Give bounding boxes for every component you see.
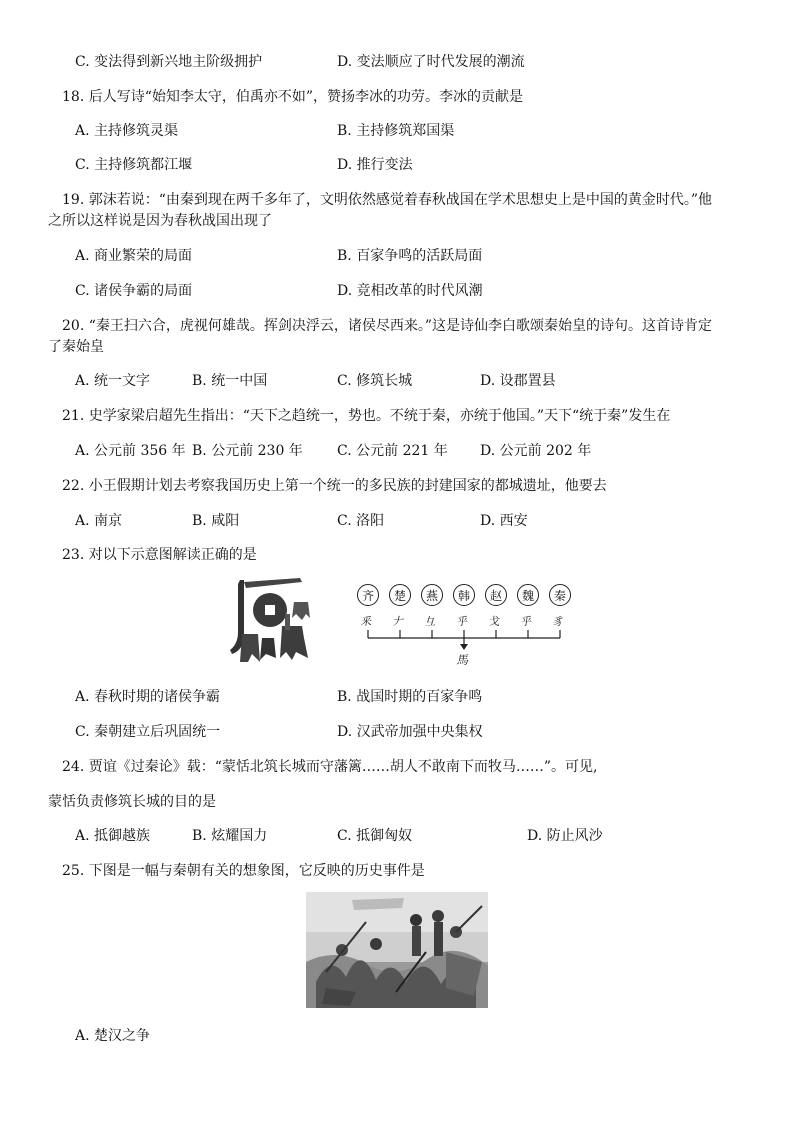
q24-stem-line2: 蒙恬负责修筑长城的目的是 xyxy=(48,794,216,810)
q19-stem-line1: 19. 郭沫若说：“由秦到现在两千多年了，文明依然感觉着春秋战国在学术思想史上是中国的黄金时代。”他 xyxy=(62,192,713,208)
bracket-connector xyxy=(355,628,585,652)
q21-option-a: A. 公元前 356 年 xyxy=(75,443,186,459)
seal-glyph-zhao: 戈 xyxy=(488,615,501,628)
seal-glyph-qin: 豸 xyxy=(552,615,565,628)
q19-option-c: C. 诸侯争霸的局面 xyxy=(75,283,193,299)
q23-stem: 23. 对以下示意图解读正确的是 xyxy=(62,547,257,563)
q23-option-d: D. 汉武帝加强中央集权 xyxy=(337,724,483,740)
state-qi: 齐 xyxy=(357,584,379,606)
state-qin: 秦 xyxy=(549,584,571,606)
q18-option-d: D. 推行变法 xyxy=(337,157,413,173)
seal-glyph-wei: 乎 xyxy=(520,615,533,628)
unified-seal-glyph: 馬 xyxy=(455,653,470,667)
qin-uprising-illustration xyxy=(306,892,488,1008)
seal-glyph-qi: 釆 xyxy=(360,615,373,628)
q21-option-d: D. 公元前 202 年 xyxy=(480,443,592,459)
q21-option-c: C. 公元前 221 年 xyxy=(337,443,448,459)
q20-option-d: D. 设郡置县 xyxy=(480,373,556,389)
ancient-coins-figure xyxy=(222,574,324,664)
q24-option-a: A. 抵御越族 xyxy=(75,828,151,844)
q21-stem: 21. 史学家梁启超先生指出：“天下之趋统一，势也。不统于秦，亦统于他国。”天下“统于秦”发生在 xyxy=(62,408,671,424)
state-zhao: 赵 xyxy=(485,584,507,606)
q22-option-b: B. 咸阳 xyxy=(192,513,240,529)
seal-glyph-chu: 𠂇 xyxy=(392,615,405,628)
q23-option-c: C. 秦朝建立后巩固统一 xyxy=(75,724,221,740)
q18-stem: 18. 后人写诗“始知李太守，伯禹亦不如”，赞扬李冰的功劳。李冰的贡献是 xyxy=(62,89,524,105)
state-yan: 燕 xyxy=(421,584,443,606)
seven-states-script-diagram xyxy=(355,584,585,666)
state-han: 韩 xyxy=(453,584,475,606)
q21-option-b: B. 公元前 230 年 xyxy=(192,443,303,459)
q24-option-c: C. 抵御匈奴 xyxy=(337,828,413,844)
q25-stem: 25. 下图是一幅与秦朝有关的想象图，它反映的历史事件是 xyxy=(62,863,425,879)
q22-stem: 22. 小王假期计划去考察我国历史上第一个统一的多民族的封建国家的都城遗址，他要去 xyxy=(62,478,607,494)
q20-option-b: B. 统一中国 xyxy=(192,373,268,389)
q22-option-a: A. 南京 xyxy=(75,513,123,529)
q20-stem-line1: 20. “秦王扫六合，虎视何雄哉。挥剑决浮云，诸侯尽西来。”这是诗仙李白歌颂秦始皇的诗句。这首诗肯定 xyxy=(62,318,713,334)
q24-option-b: B. 炫耀国力 xyxy=(192,828,268,844)
historical-scene-image xyxy=(306,892,488,1008)
q17-option-d: D. 变法顺应了时代发展的潮流 xyxy=(337,54,525,70)
q22-option-c: C. 洛阳 xyxy=(337,513,385,529)
q18-option-b: B. 主持修筑郑国渠 xyxy=(337,123,455,139)
q20-option-a: A. 统一文字 xyxy=(75,373,151,389)
coins-illustration xyxy=(222,574,324,664)
q25-option-a: A. 楚汉之争 xyxy=(75,1028,151,1044)
q20-option-c: C. 修筑长城 xyxy=(337,373,413,389)
q19-option-b: B. 百家争鸣的活跃局面 xyxy=(337,248,483,264)
seal-glyph-yan: 彑 xyxy=(424,615,437,628)
state-wei: 魏 xyxy=(517,584,539,606)
q18-option-c: C. 主持修筑都江堰 xyxy=(75,157,193,173)
state-chu: 楚 xyxy=(389,584,411,606)
q19-option-a: A. 商业繁荣的局面 xyxy=(75,248,193,264)
q24-option-d: D. 防止风沙 xyxy=(527,828,603,844)
seal-glyph-han: 乎 xyxy=(456,615,469,628)
q19-stem-line2: 之所以这样说是因为春秋战国出现了 xyxy=(48,213,272,229)
q24-stem-line1: 24. 贾谊《过秦论》载：“蒙恬北筑长城而守藩篱……胡人不敢南下而牧马……”。可见, xyxy=(62,759,598,775)
q19-option-d: D. 竞相改革的时代风潮 xyxy=(337,283,483,299)
q22-option-d: D. 西安 xyxy=(480,513,528,529)
q17-option-c: C. 变法得到新兴地主阶级拥护 xyxy=(75,54,263,70)
q23-option-a: A. 春秋时期的诸侯争霸 xyxy=(75,689,221,705)
q20-stem-line2: 了秦始皇 xyxy=(48,339,104,355)
q18-option-a: A. 主持修筑灵渠 xyxy=(75,123,179,139)
q23-option-b: B. 战国时期的百家争鸣 xyxy=(337,689,483,705)
